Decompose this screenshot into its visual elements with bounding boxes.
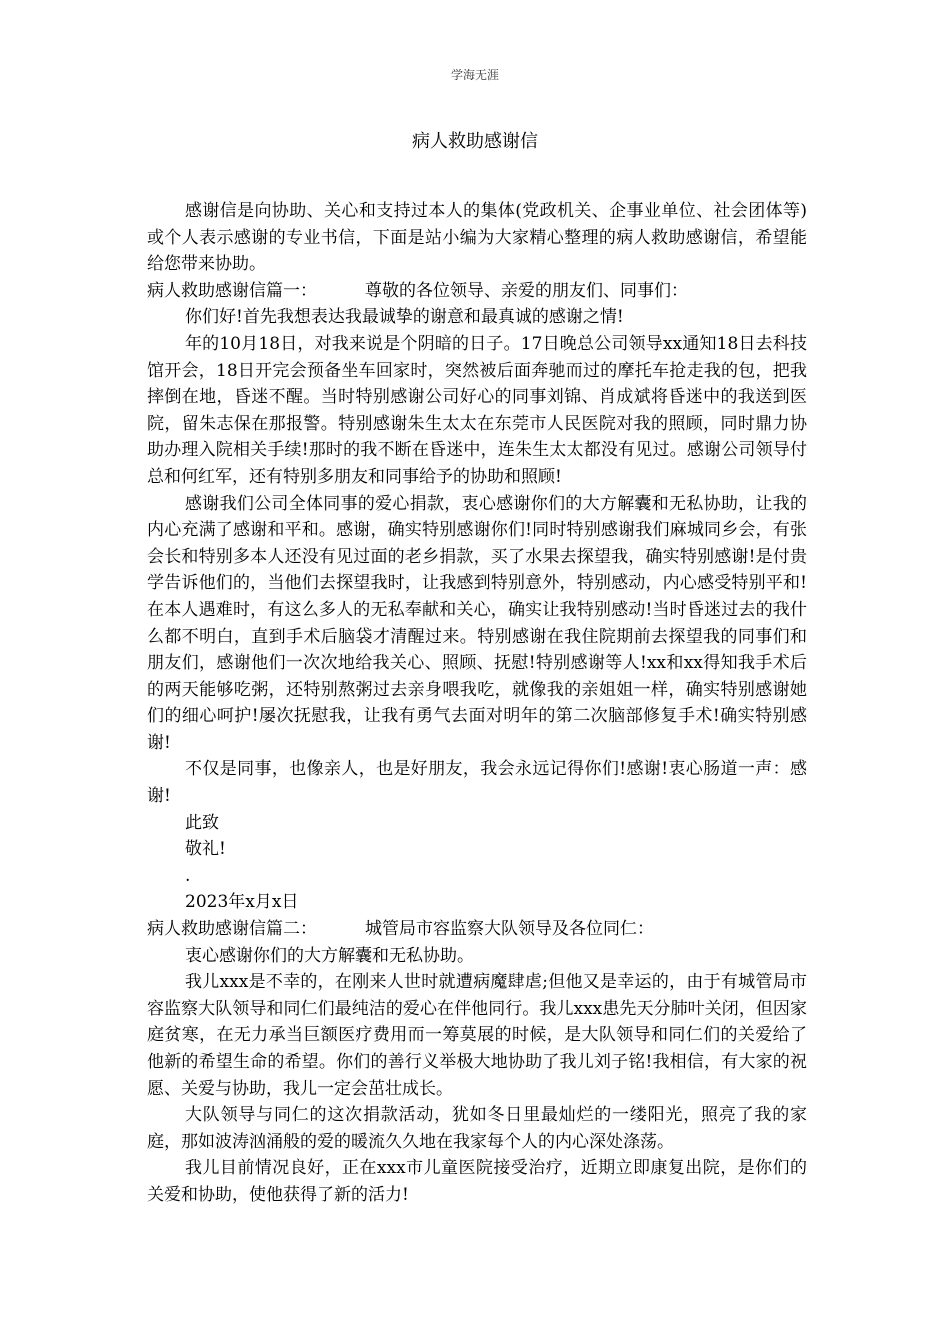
letter1-paragraph: 感谢我们公司全体同事的爱心捐款，衷心感谢你们的大方解囊和无私协助，让我的内心充满了感谢和平和。感谢，确实特别感谢你们!同时特别感谢我们麻城同乡会，有张会长和特别多本人还没有见过面的老乡捐款，买了水果去探望我，确实特别感谢!是付贵学告诉他们的，当他们去探望我时，让我感到特别意外，特别感动，内心感受特别平和!在本人遇难时，有这么多人的无私奉献和关心，确实让我特别感动!当时昏迷过去的我什么都不明白，直到手术后脑袋才清醒过来。特别感谢在我住院期前去探望我的同事们和朋友们，感谢他们一次次地给我关心、照顾、抚慰!特别感谢等人!xx和xx得知我手术后的两天能够吃粥，还特别熬粥过去亲身喂我吃，就像我的亲姐姐一样，确实特别感谢她们的细心呵护!屡次抚慰我，让我有勇气去面对明年的第二次脑部修复手术!确实特别感谢! — [147, 493, 807, 753]
document-body — [147, 198, 807, 1209]
letter2-label: 病人救助感谢信篇二： — [147, 919, 317, 940]
letter1-mark: . — [185, 865, 191, 886]
letter1-date: 2023年x月x日 — [185, 892, 299, 913]
letter2-paragraph: 我儿xxx是不幸的，在刚来人世时就遭病魔肆虐;但他又是幸运的，由于有城管局市容监察大队领导和同仁们最纯洁的爱心在伴他同行。我儿xxx患先天分肺叶关闭，但因家庭贫寒，在无力承当巨额医疗费用而一筹莫展的时候，是大队领导和同仁们的关爱给了他新的希望生命的希望。你们的善行义举极大地协助了我儿刘子铭!我相信，有大家的祝愿、关爱与协助，我儿一定会茁壮成长。 — [147, 972, 807, 1099]
letter1-label: 病人救助感谢信篇一： — [147, 280, 317, 301]
letter1-salutation: 尊敬的各位领导、亲爱的朋友们、同事们： — [365, 280, 688, 301]
letter1-closing: 此致 — [185, 812, 219, 833]
letter1-paragraph: 年的10月18日，对我来说是个阴暗的日子。17日晚总公司领导xx通知18日去科技馆开会，18日开完会预备坐车回家时，突然被后面奔驰而过的摩托车抢走我的包，把我摔倒在地，昏迷不醒。当时特别感谢公司好心的同事刘锦、肖成斌将昏迷中的我送到医院，留朱志保在那报警。特别感谢朱生太太在东莞市人民医院对我的照顾，同时鼎力协助办理入院相关手续!那时的我不断在昏迷中，连朱生太太都没有见过。感谢公司领导付总和何红军，还有特别多朋友和同事给予的协助和照顾! — [147, 333, 807, 487]
letter2-salutation: 城管局市容监察大队领导及各位同仁： — [365, 919, 654, 940]
letter2-paragraph: 衷心感谢你们的大方解囊和无私协助。 — [185, 945, 474, 966]
letter2-heading — [147, 916, 807, 943]
letter1-regards: 敬礼! — [185, 839, 226, 860]
page-header: 学海无涯 — [450, 68, 499, 82]
document-title: 病人救助感谢信 — [412, 131, 538, 152]
letter1-paragraph: 不仅是同事，也像亲人，也是好朋友，我会永远记得你们!感谢!衷心肠道一声：感谢! — [147, 759, 807, 807]
letter2-paragraph: 我儿目前情况良好，正在xxx市儿童医院接受治疗，近期立即康复出院，是你们的关爱和协助，使他获得了新的活力! — [147, 1158, 807, 1205]
letter1-paragraph: 你们好!首先我想表达我最诚挚的谢意和最真诚的感谢之情! — [185, 307, 624, 328]
letter2-paragraph: 大队领导与同仁的这次捐款活动，犹如冬日里最灿烂的一缕阳光，照亮了我的家庭，那如波涛汹涌般的爱的暖流久久地在我家每个人的内心深处涤荡。 — [147, 1105, 807, 1152]
letter1-heading — [147, 278, 807, 305]
intro-paragraph: 感谢信是向协助、关心和支持过本人的集体(党政机关、企事业单位、社会团体等)或个人表示感谢的专业书信，下面是站小编为大家精心整理的病人救助感谢信，希望能给您带来协助。 — [147, 201, 807, 275]
